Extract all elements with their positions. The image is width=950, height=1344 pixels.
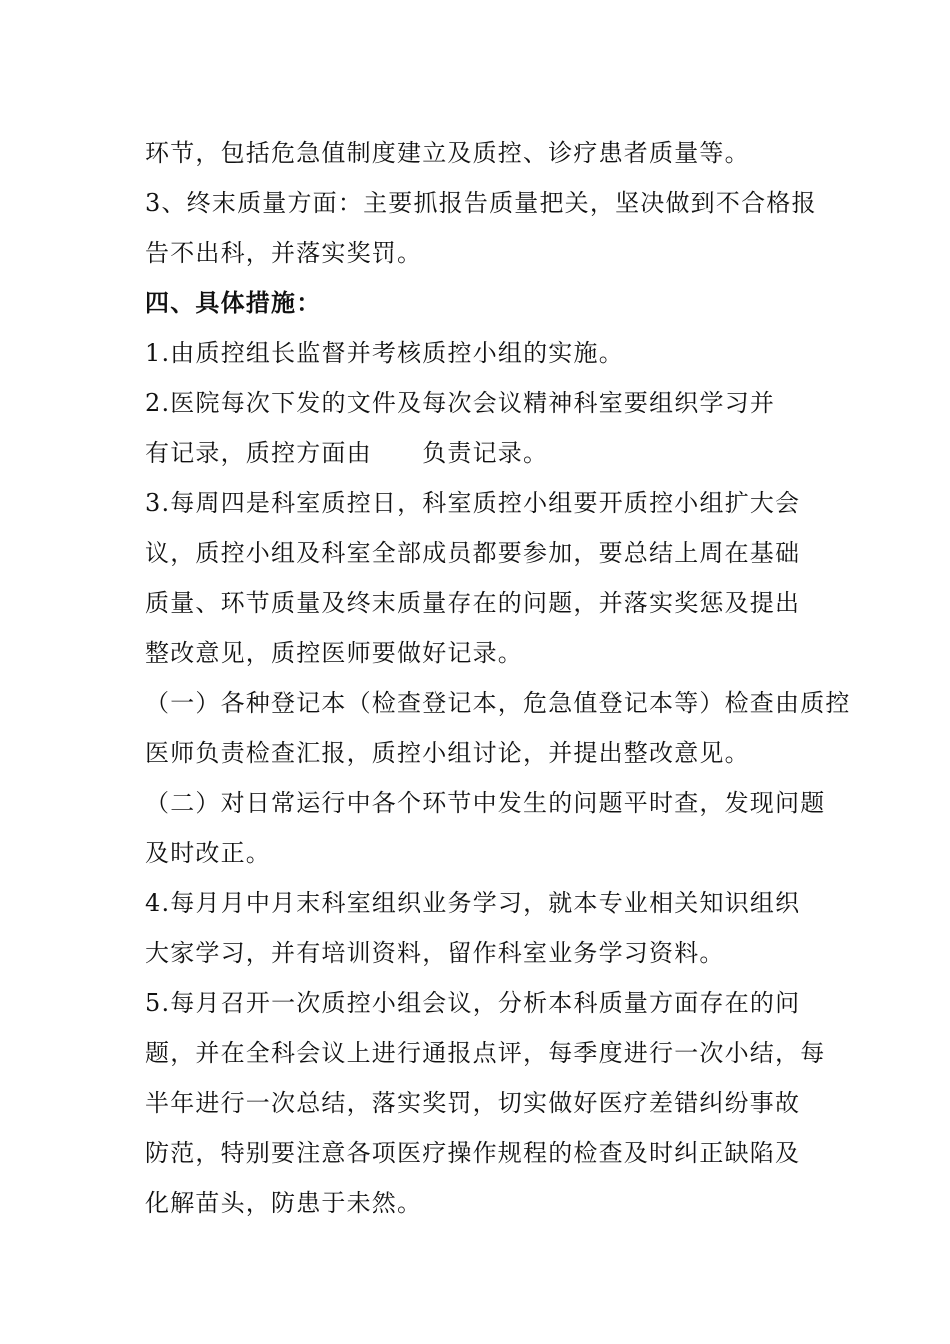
text-line: （二）对日常运行中各个环节中发生的问题平时查，发现问题 (145, 789, 826, 817)
text-line: 题，并在全科会议上进行通报点评，每季度进行一次小结，每 (145, 1039, 826, 1067)
text-line: 3、终末质量方面：主要抓报告质量把关，坚决做到不合格报 (145, 189, 817, 217)
text-line: 防范，特别要注意各项医疗操作规程的检查及时纠正缺陷及 (145, 1139, 801, 1167)
text-line: 议，质控小组及科室全部成员都要参加，要总结上周在基础 (145, 539, 801, 567)
text-line: 5.每月召开一次质控小组会议，分析本科质量方面存在的问 (145, 989, 801, 1017)
text-line: 告不出科，并落实奖罚。 (145, 239, 423, 267)
text-line: 4.每月月中月末科室组织业务学习，就本专业相关知识组织 (145, 889, 801, 917)
text-line: 2.医院每次下发的文件及每次会议精神科室要组织学习并 (145, 389, 776, 417)
text-line: 有记录，质控方面由 负责记录。 (145, 439, 549, 467)
text-line: 化解苗头，防患于未然。 (145, 1189, 423, 1217)
text-line: 3.每周四是科室质控日，科室质控小组要开质控小组扩大会 (145, 489, 801, 517)
text-line: 医师负责检查汇报，质控小组讨论，并提出整改意见。 (145, 739, 750, 767)
text-line: （一）各种登记本（检查登记本，危急值登记本等）检查由质控 (145, 689, 851, 717)
text-line: 大家学习，并有培训资料，留作科室业务学习资料。 (145, 939, 725, 967)
text-line: 整改意见，质控医师要做好记录。 (145, 639, 523, 667)
section-heading: 四、具体措施： (145, 289, 322, 317)
text-line: 环节，包括危急值制度建立及质控、诊疗患者质量等。 (145, 139, 750, 167)
text-line: 半年进行一次总结，落实奖罚，切实做好医疗差错纠纷事故 (145, 1089, 801, 1117)
text-line: 及时改正。 (145, 839, 271, 867)
text-line: 质量、环节质量及终末质量存在的问题，并落实奖惩及提出 (145, 589, 801, 617)
text-line: 1.由质控组长监督并考核质控小组的实施。 (145, 339, 624, 367)
document-body (145, 128, 851, 1228)
